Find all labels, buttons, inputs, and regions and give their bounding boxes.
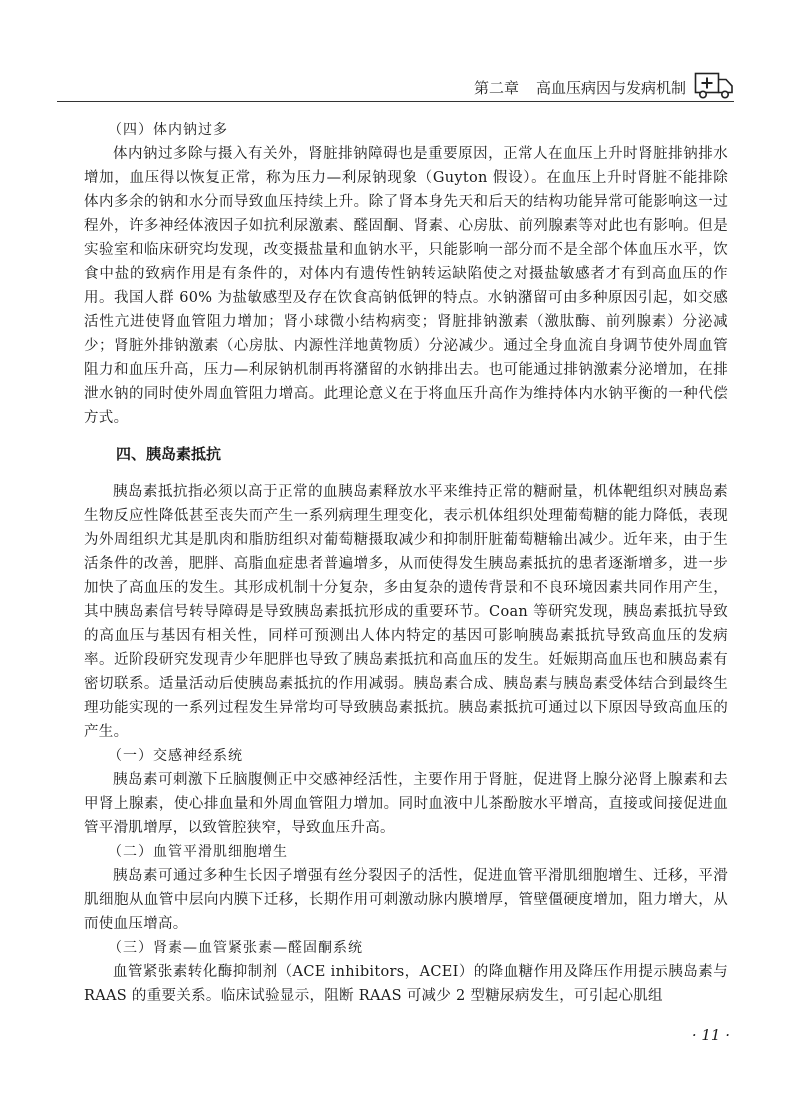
chapter-label: 第二章 [474,79,520,97]
page-number: · 11 · [691,1026,730,1044]
subheading-sympathetic: （一）交感神经系统 [108,748,243,764]
subheading-sodium: （四）体内钠过多 [108,122,228,138]
running-header [470,74,720,98]
header-rule [57,101,734,102]
chapter-title: 高血压病因与发病机制 [536,79,687,97]
paragraph-sodium: 体内钠过多除与摄入有关外，肾脏排钠障碍也是重要原因，正常人在血压上升时肾脏排钠排水增加，血压得以恢复正常，称为压力—利尿钠现象（Guyton 假设）。在血压上升时肾脏不能排除体内多余的钠和水分而导致血压持续上升。除了肾本身先天和后天的结构功能异常可能影响这一过程外，许多神经体液因子如抗利尿激素、醛固酮、肾素、心房肽、前列腺素等对此也有影响。但是实验室和临床研究均发现，改变摄盐量和血钠水平，只能影响一部分而不是全部个体血压水平，饮食中盐的致病作用是有条件的，对体内有遗传性钠转运缺陷使之对摄盐敏感者才有到高血压的作用。我国人群 60% 为盐敏感型及存在饮食高钠低钾的特点。水钠潴留可由多种原因引起，如交感活性亢进使肾血管阻力增加；肾小球微小结构病变；肾脏排钠激素（激肽酶、前列腺素）分泌减少；肾脏外排钠激素（心房肽、内源性洋地黄物质）分泌减少。通过全身血流自身调节使外周血管阻力和血压升高，压力—利尿钠机制再将潴留的水钠排出去。也可能通过排钠激素分泌增加，在排泄水钠的同时使外周血管阻力增高。此理论意义在于将血压升高作为维持体内水钠平衡的一种代偿方式。 [84,146,728,426]
subheading-smooth-muscle: （二）血管平滑肌细胞增生 [108,844,288,860]
section-heading-insulin-resistance: 四、胰岛素抵抗 [116,445,222,463]
paragraph-sympathetic: 胰岛素可刺激下丘脑腹侧正中交感神经活性，主要作用于肾脏，促进肾上腺分泌肾上腺素和去甲肾上腺素，使心排血量和外周血管阻力增加。同时血液中儿茶酚胺水平增高，直接或间接促进血管平滑肌增厚，以致管腔狭窄，导致血压升高。 [84,772,728,836]
paragraph-insulin-resistance: 胰岛素抵抗指必须以高于正常的血胰岛素释放水平来维持正常的糖耐量，机体靶组织对胰岛素生物反应性降低甚至丧失而产生一系列病理生理变化，表示机体组织处理葡萄糖的能力降低，表现为外周组织尤其是肌肉和脂肪组织对葡萄糖摄取减少和抑制肝脏葡萄糖输出减少。近年来，由于生活条件的改善，肥胖、高脂血症患者普遍增多，从而使得发生胰岛素抵抗的患者逐渐增多，进一步加快了高血压的发生。其形成机制十分复杂，多由复杂的遗传背景和不良环境因素共同作用产生，其中胰岛素信号转导障碍是导致胰岛素抵抗形成的重要环节。Coan 等研究发现，胰岛素抵抗导致的高血压与基因有相关性，同样可预测出人体内特定的基因可影响胰岛素抵抗导致高血压的发病率。近阶段研究发现青少年肥胖也导致了胰岛素抵抗和高血压的发生。妊娠期高血压也和胰岛素有密切联系。适量活动后使胰岛素抵抗的作用减弱。胰岛素合成、胰岛素与胰岛素受体结合到最终生理功能实现的一系列过程发生异常均可导致胰岛素抵抗。胰岛素抵抗可通过以下原因导致高血压的产生。 [84,484,728,740]
page-body [84,118,728,1008]
subheading-raas: （三）肾素—血管紧张素—醛固酮系统 [108,940,363,956]
ambulance-icon [694,70,734,100]
paragraph-smooth-muscle: 胰岛素可通过多种生长因子增强有丝分裂因子的活性，促进血管平滑肌细胞增生、迁移，平滑肌细胞从血管中层向内膜下迁移，长期作用可刺激动脉内膜增厚，管壁僵硬度增加，阻力增大，从而使血压增高。 [84,868,728,932]
paragraph-raas: 血管紧张素转化酶抑制剂（ACE inhibitors，ACEI）的降血糖作用及降压作用提示胰岛素与 RAAS 的重要关系。临床试验显示，阻断 RAAS 可减少 2 型糖尿病发生，可引起心肌组 [84,964,728,1004]
